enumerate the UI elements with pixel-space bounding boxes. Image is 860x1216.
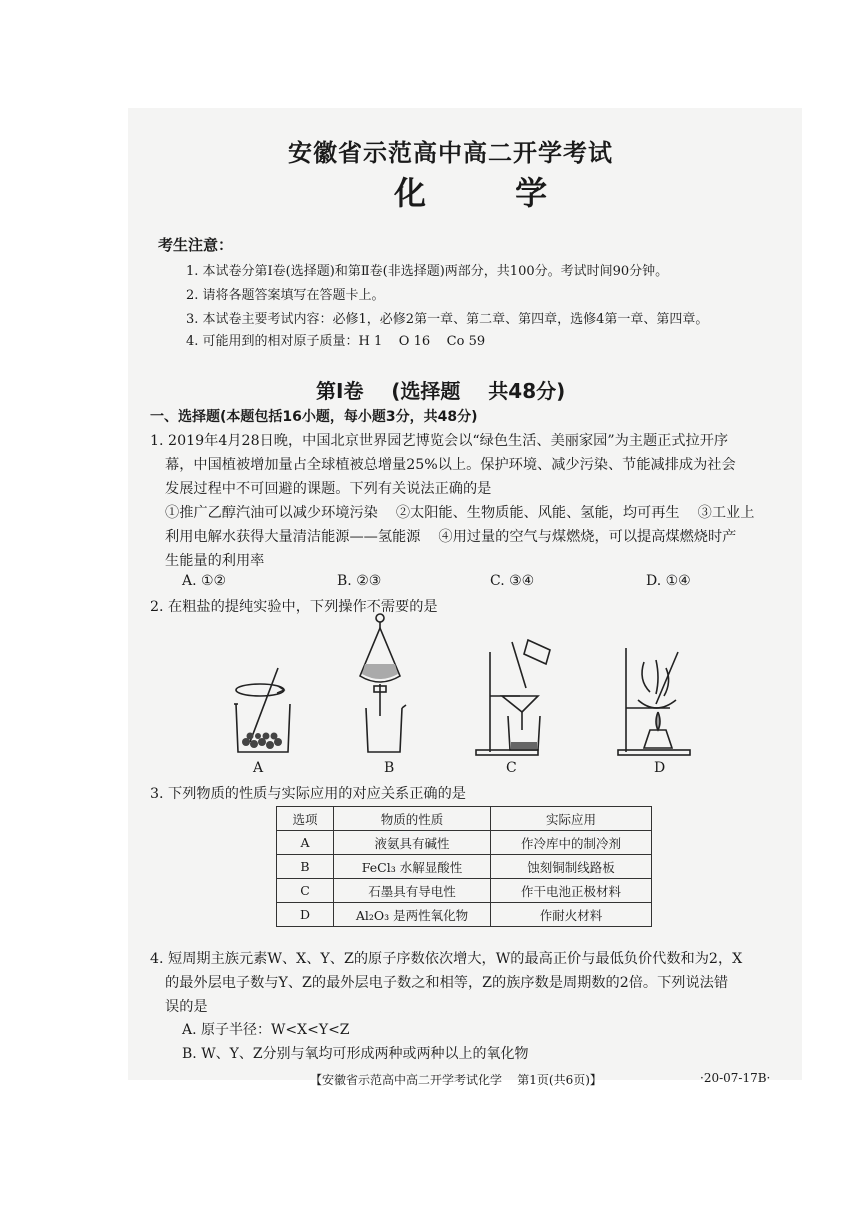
table-cell: 作耐火材料: [491, 903, 652, 927]
q1-option-a: A. ①②: [182, 573, 227, 589]
table-header-cell: 实际应用: [491, 807, 652, 831]
q4-option-b: B. W、Y、Z分别与氧均可形成两种或两种以上的氧化物: [182, 1046, 529, 1062]
apparatus-a-beaker: [234, 668, 290, 752]
q1-line-5: 利用电解水获得大量清洁能源——氢能源 ④用过量的空气与煤燃烧，可以提高煤燃烧时产: [165, 529, 737, 545]
apparatus-diagram: [220, 612, 700, 762]
q4-option-a: A. 原子半径：W<X<Y<Z: [182, 1022, 350, 1038]
apparatus-b-separatory-funnel: [360, 614, 406, 752]
q1-line-2: 幕，中国植被增加量占全球植被总增量25%以上。保护环境、减少污染、节能减排成为社会: [165, 457, 736, 473]
apparatus-d-evaporation: [618, 648, 690, 755]
q1-line-3: 发展过程中不可回避的课题。下列有关说法正确的是: [165, 481, 492, 497]
notice-item-1: 1. 本试卷分第Ⅰ卷(选择题)和第Ⅱ卷(非选择题)两部分，共100分。考试时间90分钟。: [186, 264, 669, 279]
q3-stem: 3. 下列物质的性质与实际应用的对应关系正确的是: [150, 786, 466, 802]
table-header-row: [277, 807, 652, 831]
table-cell: C: [277, 879, 334, 903]
notice-item-2: 2. 请将各题答案填写在答题卡上。: [186, 288, 385, 303]
table-header-cell: 物质的性质: [334, 807, 491, 831]
q4-line-2: 的最外层电子数与Y、Z的最外层电子数之和相等，Z的族序数是周期数的2倍。下列说法错: [165, 975, 729, 991]
page-footer: 【安徽省示范高中高二开学考试化学 第1页(共6页)】: [310, 1073, 602, 1087]
table-cell: FeCl₃ 水解显酸性: [334, 855, 491, 879]
q2-stem: 2. 在粗盐的提纯实验中，下列操作不需要的是: [150, 599, 438, 615]
table-row: [277, 879, 652, 903]
notice-heading: 考生注意：: [158, 236, 234, 254]
table-cell: 作干电池正极材料: [491, 879, 652, 903]
table-row: [277, 831, 652, 855]
property-table: [276, 806, 652, 927]
q1-option-b: B. ②③: [337, 573, 382, 589]
table-header-cell: 选项: [277, 807, 334, 831]
q4-line-1: 4. 短周期主族元素W、X、Y、Z的原子序数依次增大，W的最高正价与最低负价代数和为2，X: [150, 951, 743, 967]
table-cell: B: [277, 855, 334, 879]
table-cell: A: [277, 831, 334, 855]
apparatus-label-d: D: [654, 760, 666, 776]
table-cell: 石墨具有导电性: [334, 879, 491, 903]
q1-option-d: D. ①④: [646, 573, 691, 589]
apparatus-label-a: A: [253, 760, 264, 776]
apparatus-label-c: C: [506, 760, 517, 776]
table-cell: 蚀刻铜制线路板: [491, 855, 652, 879]
subject-title: 化 学: [394, 174, 548, 212]
q1-line-1: 1. 2019年4月28日晚，中国北京世界园艺博览会以“绿色生活、美丽家园”为主题正式拉开序: [150, 433, 729, 449]
section-title: 第Ⅰ卷 (选择题 共48分): [316, 379, 566, 403]
table-cell: Al₂O₃ 是两性氧化物: [334, 903, 491, 927]
q1-line-4: ①推广乙醇汽油可以减少环境污染 ②太阳能、生物质能、风能、氢能，均可再生 ③工业上: [165, 505, 755, 521]
q1-line-6: 生能量的利用率: [165, 553, 265, 569]
part-heading: 一、选择题(本题包括16小题，每小题3分，共48分): [150, 409, 478, 425]
table-cell: D: [277, 903, 334, 927]
apparatus-label-b: B: [384, 760, 395, 776]
notice-item-3: 3. 本试卷主要考试内容：必修1，必修2第一章、第二章、第四章，选修4第一章、第四章。: [186, 312, 709, 327]
table-row: [277, 855, 652, 879]
table-cell: 液氨具有碱性: [334, 831, 491, 855]
q1-option-c: C. ③④: [490, 573, 535, 589]
table-row: [277, 903, 652, 927]
apparatus-c-filtration: [476, 640, 550, 755]
exam-title: 安徽省示范高中高二开学考试: [288, 139, 613, 167]
table-cell: 作冷库中的制冷剂: [491, 831, 652, 855]
exam-code: ·20-07-17B·: [700, 1071, 771, 1085]
q4-line-3: 误的是: [165, 999, 208, 1015]
notice-item-4: 4. 可能用到的相对原子质量：H 1 O 16 Co 59: [186, 334, 486, 349]
